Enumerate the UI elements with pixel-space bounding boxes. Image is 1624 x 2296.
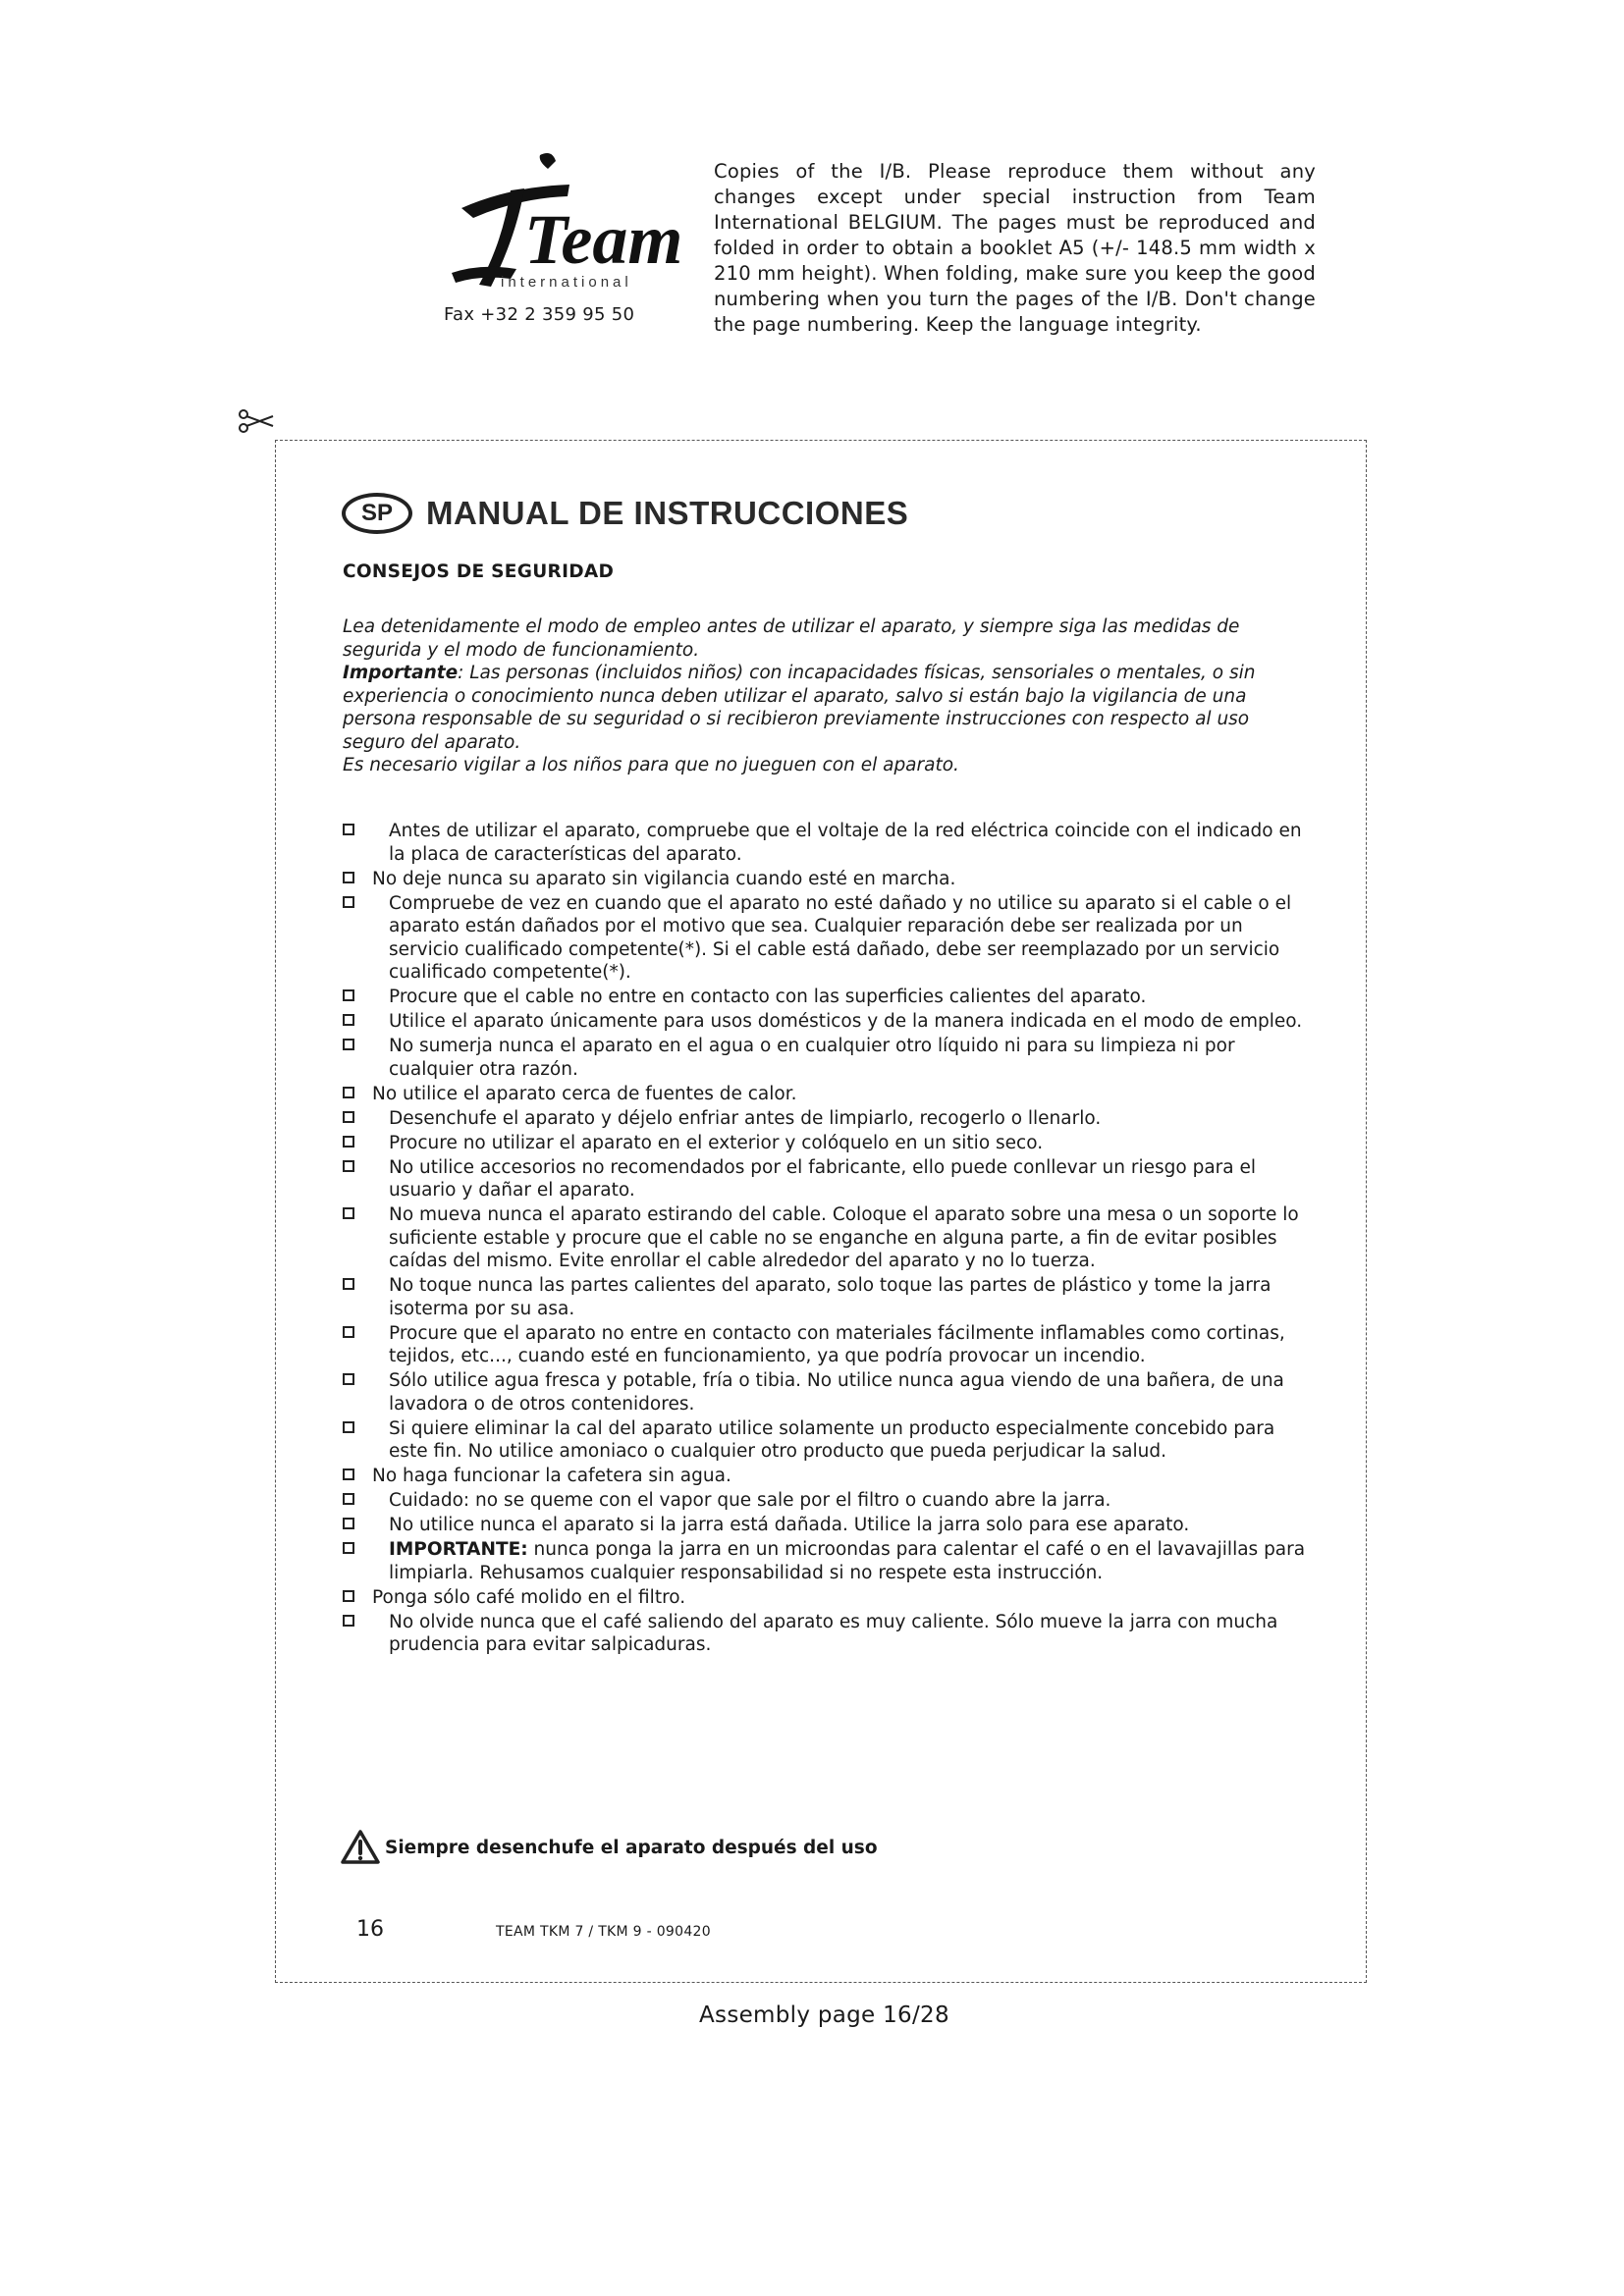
list-item: Utilice el aparato únicamente para usos domésticos y de la manera indicada en el modo de empleo. <box>343 1010 1310 1034</box>
list-item: Sólo utilice agua fresca y potable, fría o tibia. No utilice nunca agua viendo de una bañera, de una lavadora o de otros contenidores. <box>343 1369 1310 1415</box>
assembly-page-label: Assembly page 16/28 <box>699 2002 949 2028</box>
list-item: Si quiere eliminar la cal del aparato utilice solamente un producto especialmente concebido para este fin. No utilice amoniaco o cualquier otro producto que pueda perjudicar la salud. <box>343 1417 1310 1464</box>
warning-triangle-icon <box>340 1829 381 1866</box>
list-item: No deje nunca su aparato sin vigilancia cuando esté en marcha. <box>343 868 1310 891</box>
intro-paragraph: Lea detenidamente el modo de empleo antes de utilizar el aparato, y siempre siga las medidas de segurida y el modo de funcionamiento. <box>343 616 1240 661</box>
model-reference: TEAM TKM 7 / TKM 9 - 090420 <box>496 1924 711 1940</box>
list-item: Desenchufe el aparato y déjelo enfriar antes de limpiarlo, recogerlo o llenarlo. <box>343 1107 1310 1131</box>
checkbox-icon <box>343 1087 354 1098</box>
important-lead: Importante <box>343 663 459 683</box>
scissors-icon <box>238 408 277 434</box>
checkbox-icon <box>343 989 354 1001</box>
checkbox-icon <box>343 872 354 883</box>
checkbox-icon <box>343 1615 354 1627</box>
checkbox-icon <box>343 1207 354 1219</box>
list-item: No toque nunca las partes calientes del aparato, solo toque las partes de plástico y tome la jarra isoterma por su asa. <box>343 1274 1310 1320</box>
list-item: IMPORTANTE: nunca ponga la jarra en un microondas para calentar el café o en el lavavajillas para limpiarla. Rehusamos cualquier responsabilidad si no respete esta instrucción. <box>343 1538 1310 1584</box>
intro-text <box>343 615 1300 777</box>
unplug-reminder-text: Siempre desenchufe el aparato después del uso <box>385 1837 878 1858</box>
list-item: No mueva nunca el aparato estirando del cable. Coloque el aparato sobre una mesa o un soporte lo suficiente estable y procure que el cable no se enganche en alguna parte, a fin de evitar posibles caídas del mismo. Evite enrollar el cable alrededor del aparato y no lo tuerza. <box>343 1203 1310 1273</box>
list-item: No utilice el aparato cerca de fuentes de calor. <box>343 1083 1310 1106</box>
team-logo-graphic <box>422 147 683 304</box>
list-item: Procure no utilizar el aparato en el exterior y colóquelo en un sitio seco. <box>343 1132 1310 1155</box>
checkbox-icon <box>343 1421 354 1433</box>
checkbox-icon <box>343 1542 354 1554</box>
checkbox-icon <box>343 1590 354 1602</box>
list-item: Compruebe de vez en cuando que el aparato no esté dañado y no utilice su aparato si el cable o el aparato están dañados por el motivo que sea. Cualquier reparación debe ser realizada por un servicio cualificado competente(*). Si el cable está dañado, debe ser reemplazado por un servicio cualificado competente(*). <box>343 892 1310 985</box>
checkbox-icon <box>343 1326 354 1338</box>
checkbox-icon <box>343 1136 354 1148</box>
list-item: No sumerja nunca el aparato en el agua o en cualquier otro líquido ni para su limpieza ni por cualquier otra razón. <box>343 1035 1310 1081</box>
checkbox-icon <box>343 1493 354 1505</box>
section-heading: CONSEJOS DE SEGURIDAD <box>343 561 615 582</box>
checkbox-icon <box>343 1014 354 1026</box>
checkbox-icon <box>343 1160 354 1172</box>
manual-title-text: MANUAL DE INSTRUCCIONES <box>426 495 909 531</box>
important-text: : Las personas (incluidos niños) con incapacidades físicas, sensoriales o mentales, o sin experiencia o conocimiento nunca deben utilizar el aparato, salvo si están bajo la vigilancia de una persona responsable de su seguridad o si recibieron previamente instrucciones con respecto al uso seguro del aparato. <box>343 663 1256 753</box>
intro-important <box>343 662 1300 754</box>
language-badge: SP <box>342 493 412 534</box>
list-item: Procure que el cable no entre en contacto con las superficies calientes del aparato. <box>343 986 1310 1009</box>
checkbox-icon <box>343 824 354 835</box>
safety-warnings-list <box>343 820 1310 1658</box>
page-number: 16 <box>356 1917 384 1942</box>
list-item: No olvide nunca que el café saliendo del aparato es muy caliente. Sólo mueve la jarra con mucha prudencia para evitar salpicaduras. <box>343 1611 1310 1657</box>
list-item: Ponga sólo café molido en el filtro. <box>343 1586 1310 1610</box>
list-item: No utilice nunca el aparato si la jarra está dañada. Utilice la jarra solo para ese aparato. <box>343 1514 1310 1537</box>
intro-children-warning: Es necesario vigilar a los niños para que no jueguen con el aparato. <box>343 755 959 775</box>
checkbox-icon <box>343 1278 354 1290</box>
list-item: No haga funcionar la cafetera sin agua. <box>343 1465 1310 1488</box>
manual-title <box>342 491 908 536</box>
checkbox-icon <box>343 1111 354 1123</box>
checkbox-icon <box>343 1039 354 1050</box>
list-item: Antes de utilizar el aparato, compruebe que el voltaje de la red eléctrica coincide con el indicado en la placa de características del aparato. <box>343 820 1310 866</box>
svg-text:international: international <box>501 274 632 291</box>
checkbox-icon <box>343 1468 354 1480</box>
team-logo <box>422 147 683 334</box>
list-item: Cuidado: no se queme con el vapor que sale por el filtro o cuando abre la jarra. <box>343 1489 1310 1513</box>
unplug-reminder <box>340 1829 878 1866</box>
list-item: No utilice accesorios no recomendados por el fabricante, ello puede conllevar un riesgo para el usuario y dañar el aparato. <box>343 1156 1310 1202</box>
checkbox-icon <box>343 1518 354 1529</box>
checkbox-icon <box>343 896 354 908</box>
checkbox-icon <box>343 1373 354 1385</box>
list-item: Procure que el aparato no entre en contacto con materiales fácilmente inflamables como cortinas, tejidos, etc..., cuando esté en funcionamiento, ya que podría provocar un incendio. <box>343 1322 1310 1368</box>
svg-text:Team: Team <box>524 200 683 279</box>
reproduction-instructions: Copies of the I/B. Please reproduce them without any changes except under special instruction from Team International BELGIUM. The pages must be reproduced and folded in order to obtain a booklet A5 (+/- 148.5 mm width x 210 mm height). When folding, make sure you keep the good numbering when you turn the pages of the I/B. Don't change the page numbering. Keep the language integrity. <box>714 160 1316 336</box>
fax-number: Fax +32 2 359 95 50 <box>444 304 635 325</box>
